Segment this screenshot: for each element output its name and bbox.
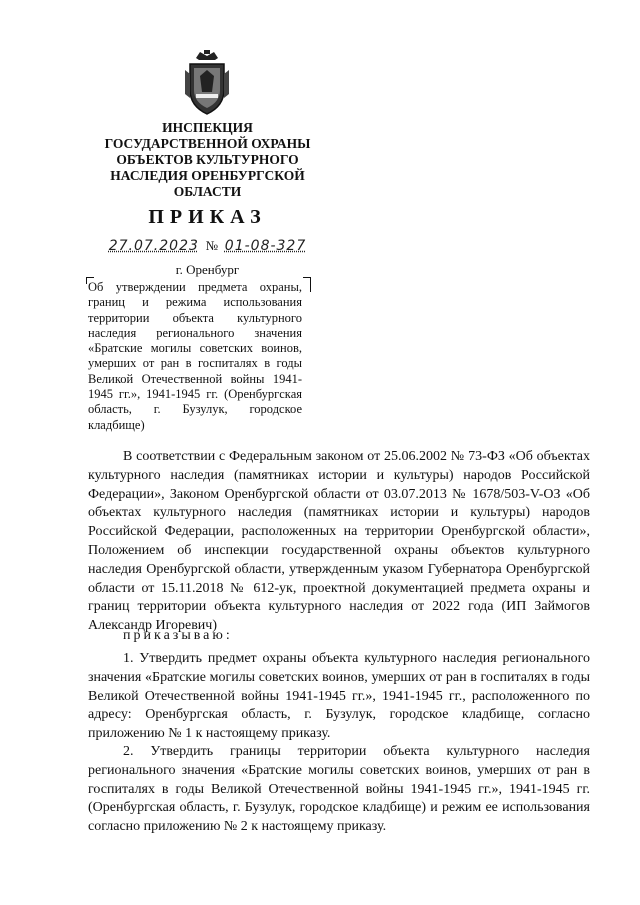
document-title: ПРИКАЗ — [148, 206, 267, 228]
date-number-line — [60, 238, 355, 255]
order-number: 01-08-327 — [224, 238, 307, 254]
subject-bracket-right — [303, 277, 311, 292]
org-line: ГОСУДАРСТВЕННОЙ ОХРАНЫ — [104, 136, 311, 151]
coat-of-arms-icon — [182, 50, 232, 118]
order-subject: Об утверждении предмета охраны, границ и режима использования территории объекта культурного наследия регионального значения «Братские могилы советских воинов, умерших от ран в госпиталях в годы Великой Отечественной войны 1941-1945 гг.», 1941-1945 гг. (Оренбургская область, г. Бузулук, городское кладбище) — [88, 280, 302, 432]
order-date: 27.07.2023 — [108, 238, 199, 254]
order-item-2: 2. Утвердить границы территории объекта культурного наследия регионального значения «Братские могилы советских воинов, умерших от ран в госпиталях в годы Великой Отечественной войны 1941-1945 гг.», 1941-1945 гг. (Оренбургская область, г. Бузулук, городское кладбище) и режим ее использования согласно приложению № 2 к настоящему приказу. — [88, 744, 590, 835]
org-line: НАСЛЕДИЯ ОРЕНБУРГСКОЙ — [110, 168, 305, 183]
org-line: ОБЛАСТИ — [173, 184, 242, 199]
order-item-1: 1. Утвердить предмет охраны объекта культурного наследия регионального значения «Братские могилы советских воинов, умерших от ран в госпиталях в годы Великой Отечественной войны 1941-1945 гг.», 1941-1945 гг., расположенного по адресу: Оренбургская область, г. Бузулук, городское кладбище, согласно приложению № 1 к настоящему приказу. — [88, 651, 590, 742]
city: г. Оренбург — [175, 262, 240, 277]
preamble-paragraph: В соответствии с Федеральным законом от 25.06.2002 № 73-ФЗ «Об объектах культурного наследия (памятниках истории и культуры) народов Российской Федерации», Законом Оренбургской области от 03.07.2013 № 1678/503-V-ОЗ «Об объектах культурного наследия (памятниках истории и культуры) народов Российской Федерации, расположенных на территории Оренбургской области», Положением об инспекции государственной охраны объектов культурного наследия Оренбургской области, утвержденным указом Губернатора Оренбургской области от 15.11.2018 № 612-ук, проектной документацией предмета охраны и границ территории объекта культурного наследия от 2022 года (ИП Займогов Александр Игоревич) — [88, 449, 590, 634]
org-line: ОБЪЕКТОВ КУЛЬТУРНОГО — [116, 152, 299, 167]
order-word: приказываю: — [123, 628, 233, 643]
organization-name — [60, 120, 355, 200]
org-line: ИНСПЕКЦИЯ — [162, 120, 253, 135]
number-sign: № — [205, 238, 219, 253]
